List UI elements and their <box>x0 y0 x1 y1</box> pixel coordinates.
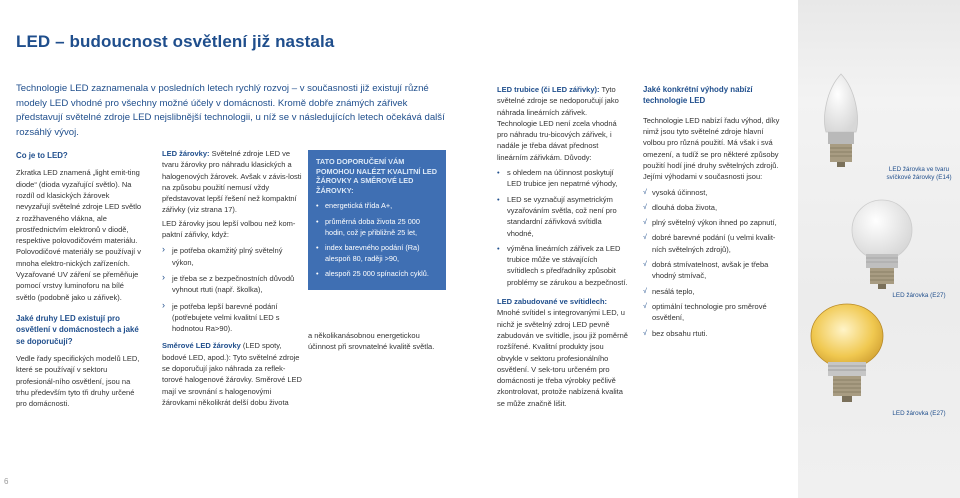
list-item: √ optimální technologie pro směrové osvětlení, <box>643 301 785 324</box>
caption-globe-bulb-2: LED žárovka (E27) <box>892 410 946 417</box>
paragraph-led-definition: Zkratka LED znamená „light emit-ting diode“ (dioda vyzařující světlo). Na rozdíl od klasických žárovek nevyzařují světelné zdroje LED světlo z rozžhaveného vlákna, ale prostřednictvím elektronů v diodě, respektive polovodičovém materiálu. Polovodičové materiály se používají v mnoha elektro-nických zařízeních. Vyzařované UV záření se přeměňuje pomocí vrstvy luminoforu na bílé světlo (podobně jako u zářivek). <box>16 168 142 302</box>
callout-list <box>316 200 438 279</box>
caption-candle-bulb: LED žárovka ve tvaru svíčkové žárovky (E14) <box>886 166 952 181</box>
amber-bulb-image <box>802 300 892 408</box>
list-item: √ dobrá stmívatelnost, avšak je třeba vhodný stmívač, <box>643 259 785 282</box>
paragraph-led-types: Vedle řady specifických modelů LED, které se používají v sektoru profesionál-ního osvětlení, jsou na trhu především tyto tři druhy určené pro domácnosti. <box>16 354 140 409</box>
text-directional-led: (LED spoty, bodové LED, apod.): Tyto světelné zdroje se doporučují jako náhrada za reflek-torové halogenové žárovky. Směrové LED mají ve srovnání s halogenovými žárovkami několikrát delší dobu života <box>162 341 302 407</box>
list-led-advantages <box>643 187 785 339</box>
list-item: √ nesálá teplo, <box>643 286 785 297</box>
text-led-tubes: Tyto světelné zdroje se nedoporučují jako náhrada lineárních zářivek. Technologie LED není zcela vhodná pro náhradu tru-bicových zářivek, i nadále je třeba dávat přednost lineárním zářivkám. Důvody: <box>497 85 619 162</box>
list-item: • energetická třída A+, <box>316 200 438 211</box>
list-item: • s ohledem na účinnost poskytují LED trubice jen nepatrné výhody, <box>497 167 629 190</box>
list-item: • průměrná doba života 25 000 hodin, což je přibližně 25 let, <box>316 216 438 238</box>
list-item: › je potřeba okamžitý plný světelný výkon, <box>162 245 302 268</box>
paragraph-integrated-led <box>497 296 629 409</box>
list-item: • alespoň 25 000 spínacích cyklů. <box>316 268 438 279</box>
recommendation-callout <box>308 150 446 290</box>
column-led-bulbs <box>162 148 302 408</box>
list-item: › je třeba se z bezpečnostních důvodů vyhnout rtuti (např. školka), <box>162 273 302 296</box>
candle-bulb-image <box>806 70 876 170</box>
heading-led-types: Jaké druhy LED existují pro osvětlení v domácnostech a jaké se doporučují? <box>16 313 139 346</box>
label-integrated-led: LED zabudované ve svítidlech: <box>497 297 608 307</box>
paragraph-led-bulbs <box>162 148 302 216</box>
column-what-is-led <box>16 150 144 410</box>
lead-paragraph: Technologie LED zaznamenala v posledních letech rychlý rozvoj – v současnosti již existují různé modely LED vhodné pro všechny možné účely v domácnosti. Kromě dobře známých zářivek představují světelné zdroje LED nejslibnější technologii, u níž se v následujících letech očekává další rozsáhlý vývoj. <box>16 83 445 138</box>
list-item: • výměna lineárních zářivek za LED trubice může ve stávajících svítidlech s předřadníky způsobit problémy se zárukou a bezpečností. <box>497 243 629 288</box>
list-tube-reasons <box>497 167 629 288</box>
page-title: LED – budoucnost osvětlení již nastala <box>16 32 335 51</box>
product-photo-strip <box>798 0 960 498</box>
label-directional-led: Směrové LED žárovky <box>162 341 241 351</box>
heading-led-advantages: Jaké konkrétní výhody nabízí technologie LED <box>643 85 753 106</box>
list-item: › je potřeba lepší barevné podání (potřebujete velmi kvalitní LED s hodnotou Ra>90). <box>162 301 302 335</box>
list-item: √ bez obsahu rtuti. <box>643 328 785 339</box>
label-led-tubes: LED trubice (či LED zářivky): <box>497 85 600 94</box>
list-item: √ vysoká účinnost, <box>643 187 785 198</box>
text-led-bulbs: Světelné zdroje LED ve tvaru žárovky pro náhradu klasických a halogenových žárovek. Avšak v závis-losti na způsobu použití nemusí vždy představovat lepší řešení než kompaktní zářivky (viz strana 17). <box>162 149 302 215</box>
caption-globe-bulb-1: LED žárovka (E27) <box>892 292 946 299</box>
text-integrated-led: Mnohé svítidel s integrovanými LED, u nichž je světelný zdroj LED pevně zabudován ve svítidle, jsou již poměrně rozšířené. Kvalitní produkty jsou obvykle v sektoru profesionálního osvětlení. V sek-toru určeném pro domácnosti je třeba výrobky pečlivě zkontrolovat, protože nabízená kvalita se může značně lišit. <box>497 308 628 408</box>
paragraph-led-tubes <box>497 84 629 163</box>
list-item: • index barevného podání (Ra) alespoň 80, raději >90, <box>316 242 438 264</box>
paragraph-better-when: LED žárovky jsou lepší volbou než kom-paktní zářivky, když: <box>162 218 296 240</box>
paragraph-continuation: a několikanásobnou energetickou účinnost při srovnatelné kvalitě světla. <box>308 331 435 352</box>
label-led-bulbs: LED žárovky: <box>162 149 210 158</box>
paragraph-directional-led <box>162 340 302 408</box>
heading-what-is-led: Co je to LED? <box>16 151 68 160</box>
callout-title: TATO DOPORUČENÍ VÁM POMOHOU NALÉZT KVALITNÍ LED ŽÁROVKY A SMĚROVÉ LED ŽÁROVKY: <box>316 157 438 195</box>
list-item: √ dlouhá doba života, <box>643 202 785 213</box>
list-led-bulb-cases <box>162 245 302 334</box>
column-led-tubes <box>497 84 629 409</box>
list-item: √ plný světelný výkon ihned po zapnutí, <box>643 217 785 228</box>
page-number-left: 6 <box>4 477 9 486</box>
globe-bulb-image <box>842 196 922 292</box>
paragraph-led-advantages: Technologie LED nabízí řadu výhod, díky nimž jsou tyto světelné zdroje hlavní volbou pro různá použití. Má však i svá omezení, a tudíž se pro některé způsoby použití hodí jiné druhy světelných zdrojů. Jejími výhodami v současnosti jsou: <box>643 115 780 182</box>
column-led-advantages <box>643 84 785 339</box>
list-item: • LED se vyznačují asymetrickým vyzařováním světla, což není pro standardní zářivková svítidla vhodné, <box>497 194 629 239</box>
list-item: √ dobré barevné podání (u velmi kvalit-ních světelných zdrojů), <box>643 232 785 255</box>
